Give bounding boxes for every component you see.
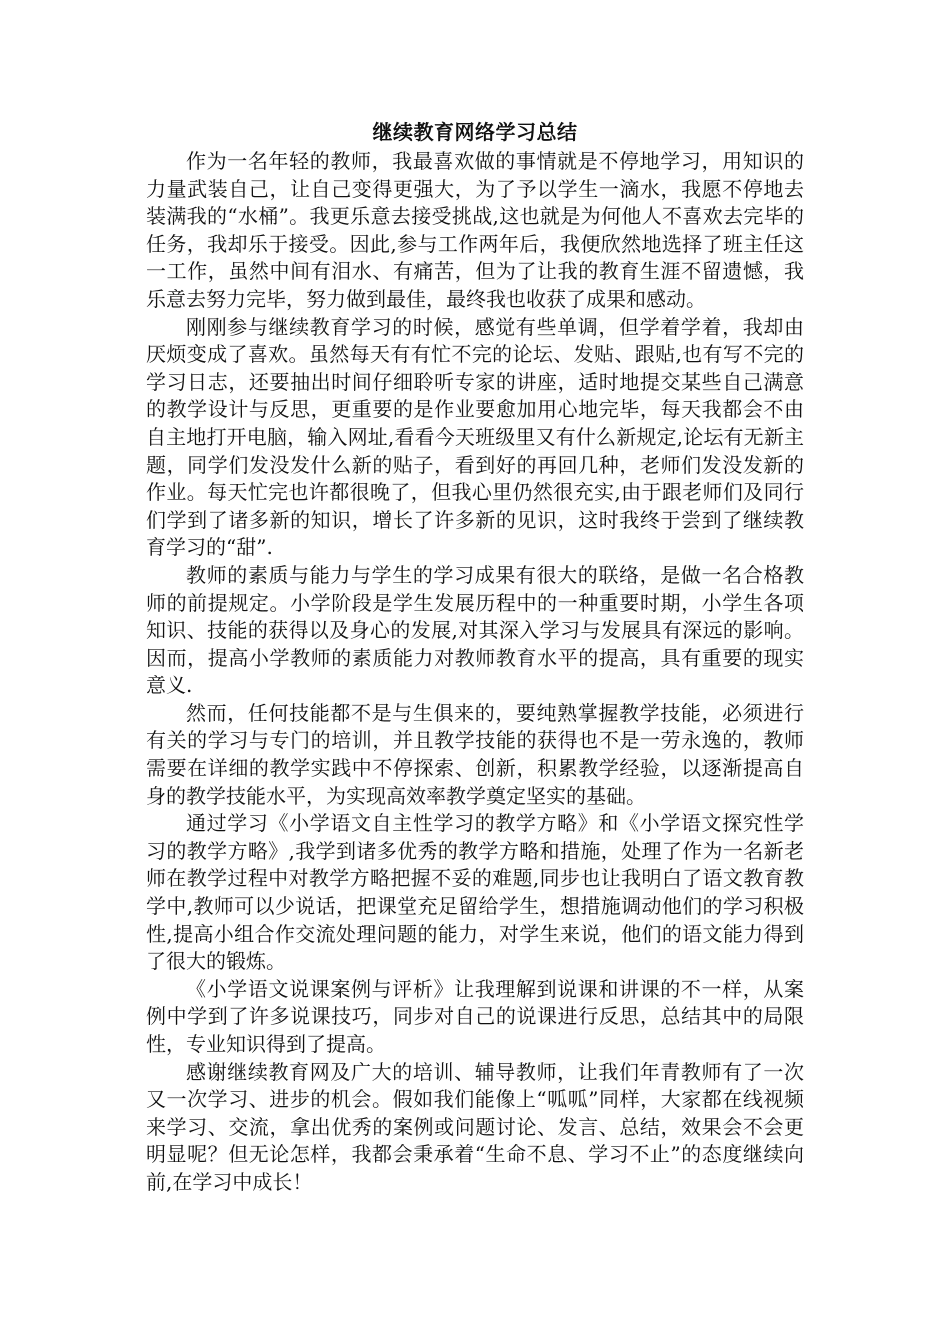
paragraph-7: 感谢继续教育网及广大的培训、辅导教师，让我们年青教师有了一次又一次学习、进步的机会。假如我们能像上“呱呱”同样，大家都在线视频来学习、交流，拿出优秀的案例或问题讨论、发言、总结，效果会不会更明显呢？但无论怎样，我都会秉承着“生命不息、学习不止”的态度继续向前,在学习中成长！ — [146, 1059, 804, 1194]
paragraph-4: 然而，任何技能都不是与生俱来的，要纯熟掌握教学技能，必须进行有关的学习与专门的培训，并且教学技能的获得也不是一劳永逸的，教师需要在详细的教学实践中不停探索、创新，积累教学经验，以逐渐提高自身的教学技能水平，为实现高效率教学奠定坚实的基础。 — [146, 700, 804, 808]
document-page — [146, 118, 804, 1197]
paragraph-3: 教师的素质与能力与学生的学习成果有很大的联络，是做一名合格教师的前提规定。小学阶段是学生发展历程中的一种重要时期，小学生各项知识、技能的获得以及身心的发展,对其深入学习与发展具有深远的影响。因而，提高小学教师的素质能力对教师教育水平的提高，具有重要的现实意义. — [146, 562, 804, 698]
paragraph-2: 刚刚参与继续教育学习的时候，感觉有些单调，但学着学着，我却由厌烦变成了喜欢。虽然每天有有忙不完的论坛、发贴、跟贴,也有写不完的学习日志，还要抽出时间仔细聆听专家的讲座，适时地提交某些自己满意的教学设计与反思，更重要的是作业要愈加用心地完毕，每天我都会不由自主地打开电脑，输入网址,看看今天班级里又有什么新规定,论坛有无新主题，同学们发没发什么新的贴子，看到好的再回几种，老师们发没发新的作业。每天忙完也许都很晚了，但我心里仍然很充实,由于跟老师们及同行们学到了诸多新的知识，增长了许多新的见识，这时我终于尝到了继续教育学习的“甜”. — [146, 314, 804, 560]
document-title: 继续教育网络学习总结 — [372, 120, 578, 144]
paragraph-1: 作为一名年轻的教师，我最喜欢做的事情就是不停地学习，用知识的力量武装自己，让自己变得更强大，为了予以学生一滴水，我愿不停地去装满我的“水桶”。我更乐意去接受挑战,这也就是为何他人不喜欢去完毕的任务，我却乐于接受。因此,参与工作两年后，我便欣然地选择了班主任这一工作，虽然中间有泪水、有痛苦，但为了让我的教育生涯不留遗憾，我乐意去努力完毕，努力做到最佳，最终我也收获了成果和感动。 — [146, 149, 804, 311]
paragraph-5: 通过学习《小学语文自主性学习的教学方略》和《小学语文探究性学习的教学方略》,我学到诸多优秀的教学方略和措施，处理了作为一名新老师在教学过程中对教学方略把握不妥的难题,同步也让我明白了语文教育教学中,教师可以少说话，把课堂充足留给学生，想措施调动他们的学习积极性,提高小组合作交流处理问题的能力，对学生来说，他们的语文能力得到了很大的锻炼。 — [146, 811, 804, 974]
paragraph-6: 《小学语文说课案例与评析》让我理解到说课和讲课的不一样，从案例中学到了许多说课技巧，同步对自己的说课进行反思，总结其中的局限性，专业知识得到了提高。 — [146, 976, 804, 1056]
